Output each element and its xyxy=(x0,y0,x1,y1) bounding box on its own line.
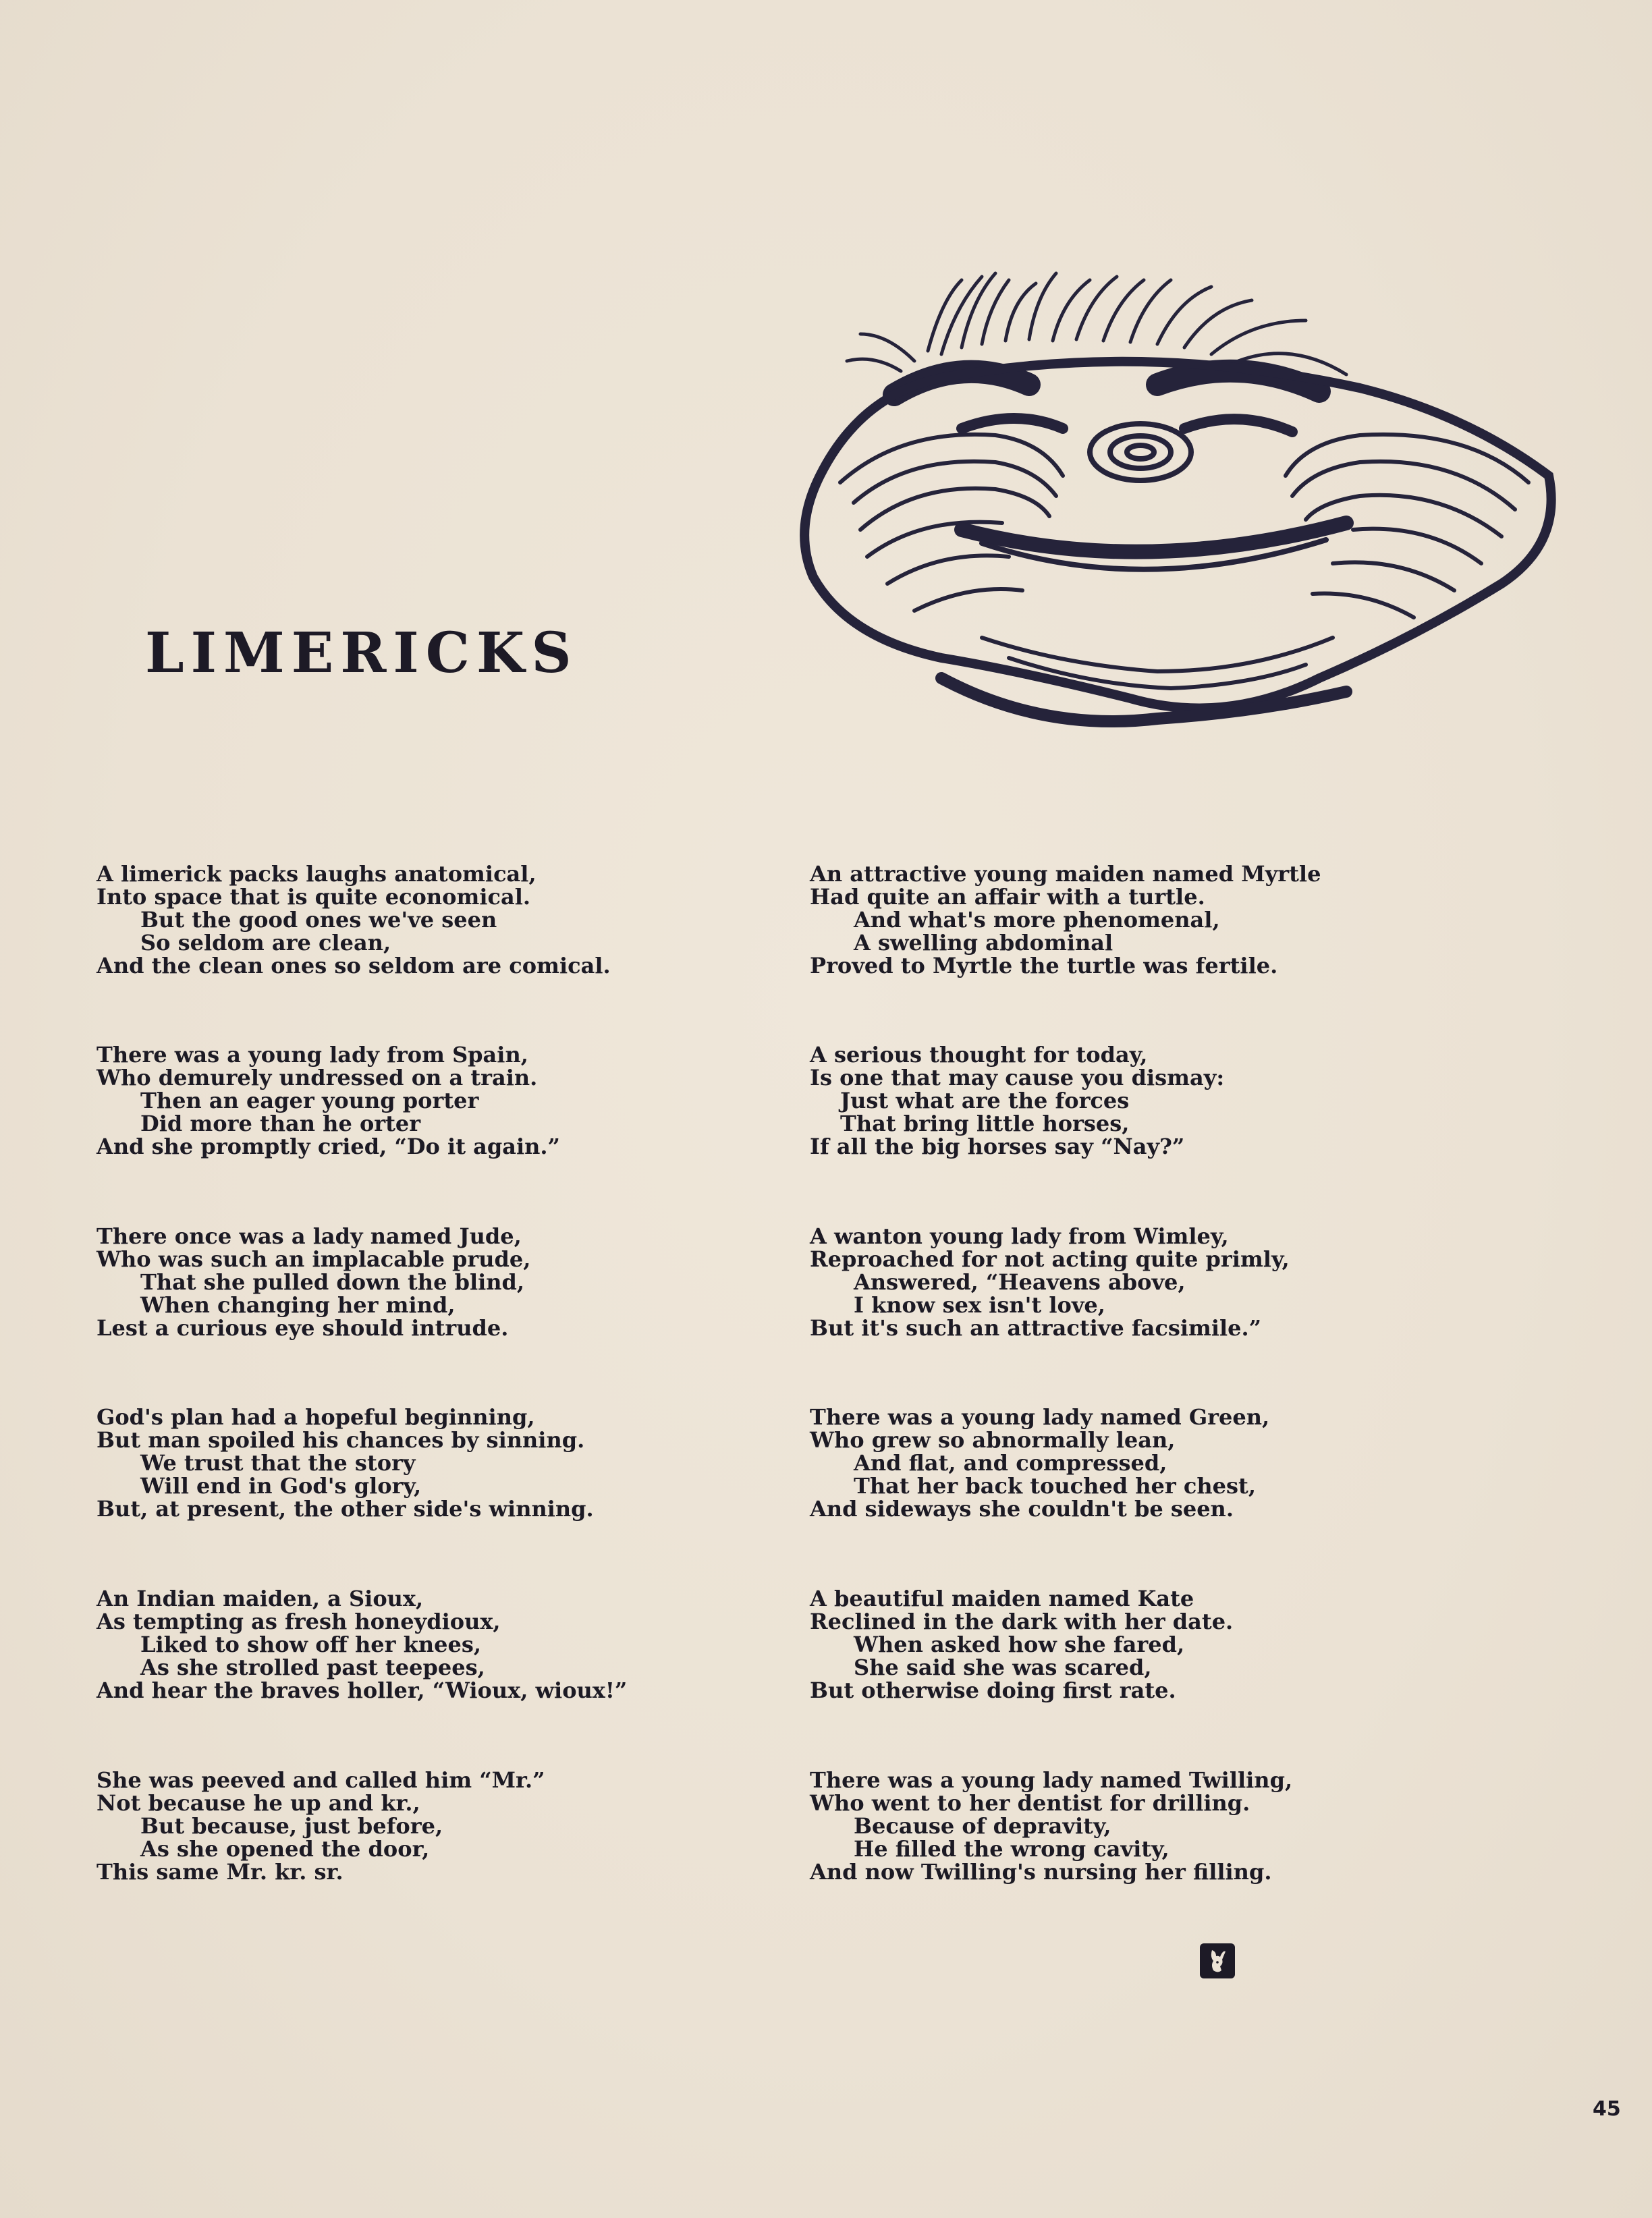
poem-line: As she strolled past teepees, xyxy=(140,1655,485,1680)
poem-line: An Indian maiden, a Sioux, xyxy=(97,1586,424,1611)
poem-line: Liked to show off her knees, xyxy=(140,1632,481,1657)
limerick xyxy=(810,1587,1525,1702)
poem-line: A limerick packs laughs anatomical, xyxy=(97,861,536,887)
limerick xyxy=(810,1043,1525,1158)
poem-line: She said she was scared, xyxy=(854,1655,1152,1680)
poem-line: Who grew so abnormally lean, xyxy=(810,1427,1176,1453)
poem-line: And what's more phenomenal, xyxy=(854,907,1220,933)
poem-line: A beautiful maiden named Kate xyxy=(810,1586,1194,1611)
poem-line: And the clean ones so seldom are comical. xyxy=(97,953,611,978)
poem-line: Just what are the forces xyxy=(840,1088,1130,1113)
nose xyxy=(1090,424,1191,480)
poem-line: As she opened the door, xyxy=(140,1836,430,1862)
poem-line: A swelling abdominal xyxy=(854,930,1113,955)
poem-line: Did more than he orter xyxy=(140,1111,421,1136)
poem-line: Then an eager young porter xyxy=(140,1088,479,1113)
limerick xyxy=(97,1587,812,1702)
poem-line: Because of depravity, xyxy=(854,1813,1111,1839)
poem-line: I know sex isn't love, xyxy=(854,1292,1105,1318)
poem-line: God's plan had a hopeful beginning, xyxy=(97,1404,535,1430)
grinning-face-drawing xyxy=(739,260,1569,732)
poem-line: That her back touched her chest, xyxy=(854,1473,1256,1499)
poem-line: But the good ones we've seen xyxy=(140,907,497,933)
poem-line: That bring little horses, xyxy=(840,1111,1130,1136)
poem-line: Lest a curious eye should intrude. xyxy=(97,1315,509,1341)
poem-line: And hear the braves holler, “Wioux, wioux!” xyxy=(97,1678,628,1703)
poem-line: This same Mr. kr. sr. xyxy=(97,1859,343,1885)
poem-line: Had quite an affair with a turtle. xyxy=(810,884,1205,910)
page-title: LIMERICKS xyxy=(145,621,578,686)
poem-line: Reclined in the dark with her date. xyxy=(810,1609,1234,1634)
poem-line: That she pulled down the blind, xyxy=(140,1269,525,1295)
limerick xyxy=(97,1406,812,1520)
poem-line: But it's such an attractive facsimile.” xyxy=(810,1315,1262,1341)
grin-mouth xyxy=(962,523,1346,552)
poem-line: There was a young lady named Twilling, xyxy=(810,1767,1293,1793)
poem-line: There was a young lady from Spain, xyxy=(97,1042,528,1068)
face-outline xyxy=(804,362,1551,709)
poem-line: Proved to Myrtle the turtle was fertile. xyxy=(810,953,1278,978)
poem-line: And sideways she couldn't be seen. xyxy=(810,1496,1234,1522)
poem-line: He filled the wrong cavity, xyxy=(854,1836,1169,1862)
limerick xyxy=(810,1769,1525,1883)
poem-line: An attractive young maiden named Myrtle xyxy=(810,861,1321,887)
poem-line: Who demurely undressed on a train. xyxy=(97,1065,538,1090)
poem-line: Not because he up and kr., xyxy=(97,1790,420,1816)
poem-line: Into space that is quite economical. xyxy=(97,884,531,910)
poem-line: And she promptly cried, “Do it again.” xyxy=(97,1134,560,1159)
poem-line: As tempting as fresh honeydioux, xyxy=(97,1609,501,1634)
poem-line: Reproached for not acting quite primly, xyxy=(810,1246,1290,1272)
poem-line: So seldom are clean, xyxy=(140,930,391,955)
poem-line: And flat, and compressed, xyxy=(854,1450,1167,1476)
poem-line: When asked how she fared, xyxy=(854,1632,1185,1657)
poem-line: Is one that may cause you dismay: xyxy=(810,1065,1225,1090)
limerick xyxy=(97,1043,812,1158)
rabbit-head-icon xyxy=(1200,1943,1235,1978)
poem-line: There was a young lady named Green, xyxy=(810,1404,1270,1430)
limerick xyxy=(97,862,812,977)
poem-line: And now Twilling's nursing her filling. xyxy=(810,1859,1272,1885)
poem-line: Answered, “Heavens above, xyxy=(854,1269,1186,1295)
poem-line: A wanton young lady from Wimley, xyxy=(810,1223,1229,1249)
poem-line: We trust that the story xyxy=(140,1450,416,1476)
poem-line: She was peeved and called him “Mr.” xyxy=(97,1767,545,1793)
poem-line: There once was a lady named Jude, xyxy=(97,1223,522,1249)
limerick xyxy=(810,1225,1525,1339)
poem-line: But otherwise doing first rate. xyxy=(810,1678,1176,1703)
limerick xyxy=(97,1769,812,1883)
poem-line: When changing her mind, xyxy=(140,1292,456,1318)
right-eye xyxy=(1184,419,1292,432)
left-eye xyxy=(962,418,1063,428)
poem-line: Who went to her dentist for drilling. xyxy=(810,1790,1250,1816)
page-number: 45 xyxy=(1593,2097,1621,2121)
limerick xyxy=(810,862,1525,977)
poem-line: But, at present, the other side's winning. xyxy=(97,1496,594,1522)
poem-line: Will end in God's glory, xyxy=(140,1473,422,1499)
poem-line: But because, just before, xyxy=(140,1813,443,1839)
limerick xyxy=(810,1406,1525,1520)
poem-line: If all the big horses say “Nay?” xyxy=(810,1134,1185,1159)
face-contours xyxy=(840,435,1529,688)
limerick xyxy=(97,1225,812,1339)
poem-line: Who was such an implacable prude, xyxy=(97,1246,531,1272)
poem-line: But man spoiled his chances by sinning. xyxy=(97,1427,585,1453)
poem-line: A serious thought for today, xyxy=(810,1042,1148,1068)
